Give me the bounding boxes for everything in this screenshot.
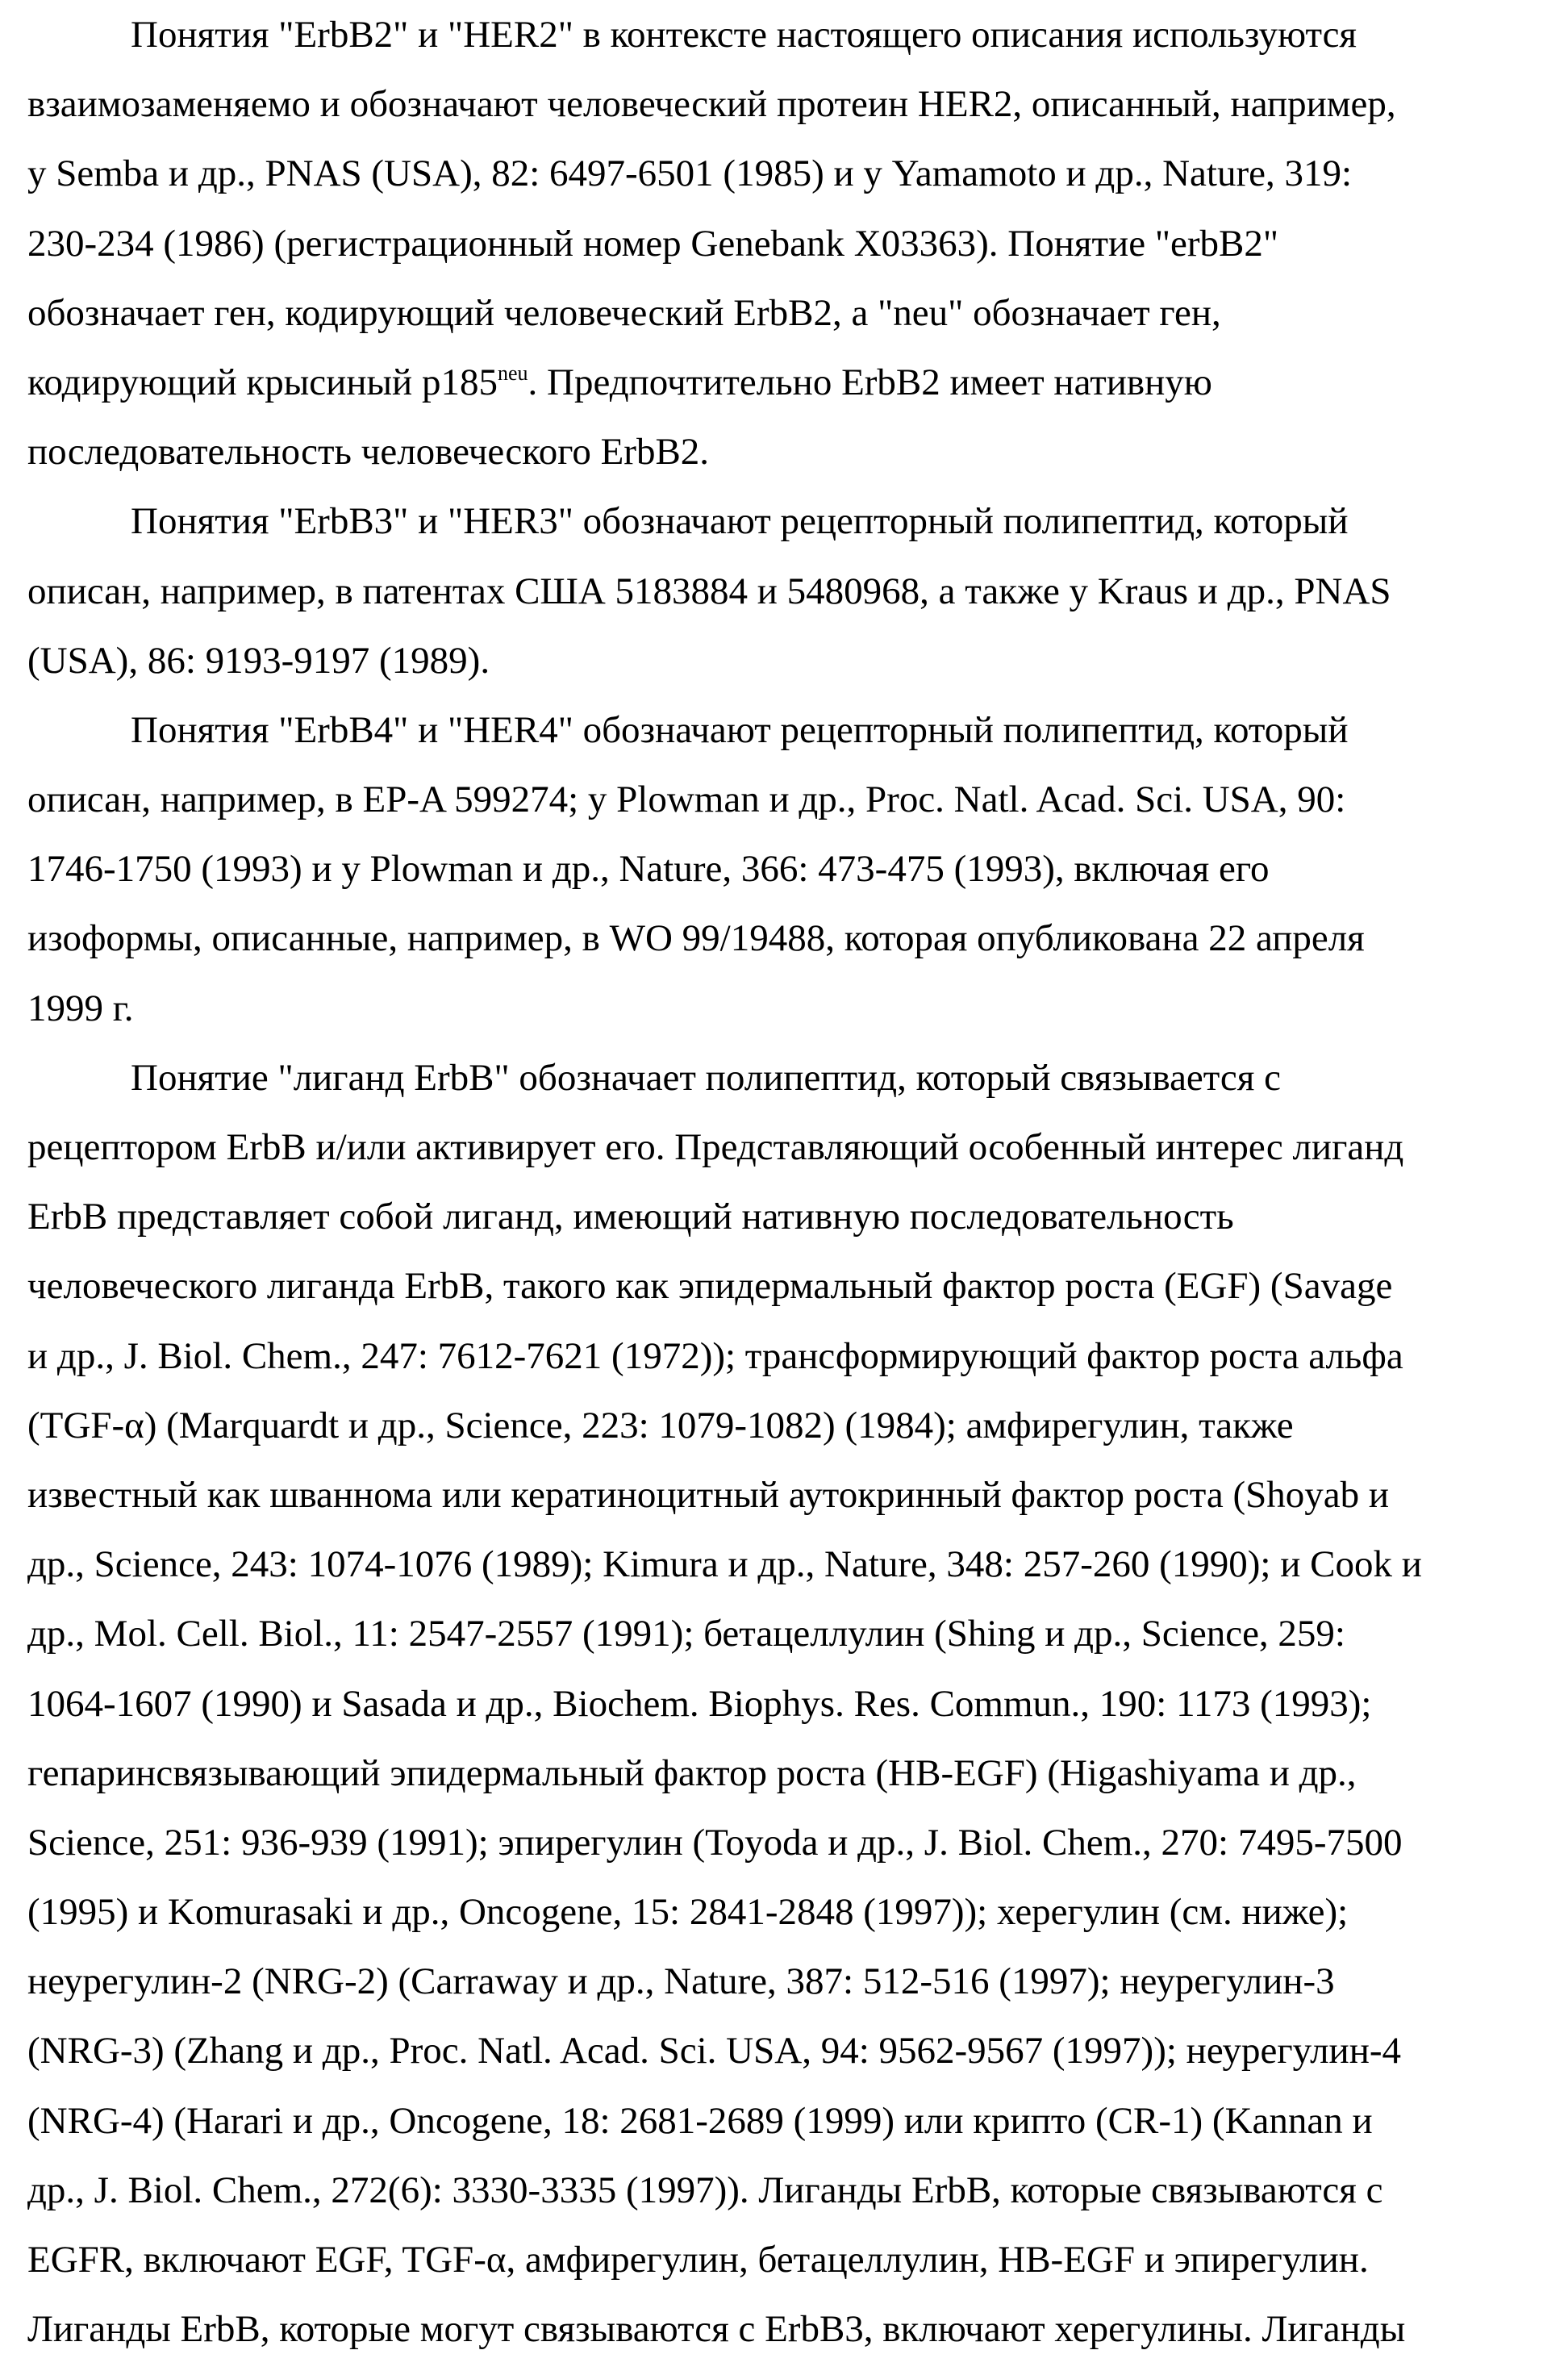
text-line: Понятия "ErbB4" и "HER4" обозначают рецепторный полипептид, который: [27, 695, 1552, 765]
text-line: 1999 г.: [27, 974, 1552, 1043]
text-line: рецептором ErbB и/или активирует его. Представляющий особенный интерес лиганд: [27, 1112, 1552, 1182]
text-line: (1995) и Komurasaki и др., Oncogene, 15: 2841-2848 (1997)); херегулин (см. ниже);: [27, 1877, 1552, 1947]
text-line: известный как шваннома или кератиноцитный аутокринный фактор роста (Shoyab и: [27, 1460, 1552, 1530]
text-line: обозначает ген, кодирующий человеческий ErbB2, а "neu" обозначает ген,: [27, 278, 1552, 348]
text-line: 1746-1750 (1993) и у Plowman и др., Nature, 366: 473-475 (1993), включая его: [27, 834, 1552, 904]
text-line: (USA), 86: 9193-9197 (1989).: [27, 626, 1552, 695]
text-line: описан, например, в EP-A 599274; у Plowman и др., Proc. Natl. Acad. Sci. USA, 90:: [27, 765, 1552, 834]
text-line: Понятия "ErbB2" и "HER2" в контексте настоящего описания используются: [27, 0, 1552, 69]
text-line: взаимозаменяемо и обозначают человеческий протеин HER2, описанный, например,: [27, 69, 1552, 139]
text-line: 1064-1607 (1990) и Sasada и др., Biochem. Biophys. Res. Commun., 190: 1173 (1993);: [27, 1669, 1552, 1739]
text-line: и др., J. Biol. Chem., 247: 7612-7621 (1972)); трансформирующий фактор роста альфа: [27, 1321, 1552, 1391]
text-span: . Предпочтительно ErbB2 имеет нативную: [528, 361, 1212, 403]
text-line: изоформы, описанные, например, в WO 99/19488, которая опубликована 22 апреля: [27, 904, 1552, 973]
text-line: др., Science, 243: 1074-1076 (1989); Kimura и др., Nature, 348: 257-260 (1990); и Cook и: [27, 1530, 1552, 1599]
text-line: др., Mol. Cell. Biol., 11: 2547-2557 (1991); бетацеллулин (Shing и др., Science, 259:: [27, 1599, 1552, 1668]
text-line: 230-234 (1986) (регистрационный номер Genebank X03363). Понятие "erbB2": [27, 209, 1552, 278]
text-line: Понятие "лиганд ErbB" обозначает полипептид, который связывается с: [27, 1043, 1552, 1112]
text-line: у Semba и др., PNAS (USA), 82: 6497-6501 (1985) и у Yamamoto и др., Nature, 319:: [27, 139, 1552, 208]
text-line: др., J. Biol. Chem., 272(6): 3330-3335 (1997)). Лиганды ErbB, которые связываются с: [27, 2156, 1552, 2225]
text-line: Понятия "ErbB3" и "HER3" обозначают рецепторный полипептид, который: [27, 486, 1552, 556]
paragraph: [27, 1043, 1552, 2365]
text-line: человеческого лиганда ErbB, такого как эпидермальный фактор роста (EGF) (Savage: [27, 1251, 1552, 1321]
text-line: (NRG-4) (Harari и др., Oncogene, 18: 2681-2689 (1999) или крипто (CR-1) (Kannan и: [27, 2086, 1552, 2156]
text-span: кодирующий крысиный p185: [27, 361, 498, 403]
superscript: neu: [498, 361, 528, 385]
document-body: [27, 0, 1552, 2364]
text-line: (NRG-3) (Zhang и др., Proc. Natl. Acad. Sci. USA, 94: 9562-9567 (1997)); неурегулин-4: [27, 2016, 1552, 2085]
text-line: (TGF-α) (Marquardt и др., Science, 223: 1079-1082) (1984); амфирегулин, также: [27, 1391, 1552, 1460]
paragraph: [27, 486, 1552, 695]
text-line: гепаринсвязывающий эпидермальный фактор роста (HB-EGF) (Higashiyama и др.,: [27, 1739, 1552, 1808]
text-line: EGFR, включают EGF, TGF-α, амфирегулин, бетацеллулин, HB-EGF и эпирегулин.: [27, 2225, 1552, 2294]
paragraph: [27, 695, 1552, 1043]
text-line: Лиганды ErbB, которые могут связываются с ErbB3, включают херегулины. Лиганды: [27, 2294, 1552, 2364]
text-line: [27, 348, 1552, 417]
text-line: ErbB представляет собой лиганд, имеющий нативную последовательность: [27, 1182, 1552, 1251]
text-line: неурегулин-2 (NRG-2) (Carraway и др., Nature, 387: 512-516 (1997); неурегулин-3: [27, 1947, 1552, 2016]
text-line: последовательность человеческого ErbB2.: [27, 417, 1552, 486]
text-line: описан, например, в патентах США 5183884 и 5480968, а также у Kraus и др., PNAS: [27, 557, 1552, 626]
text-line: Science, 251: 936-939 (1991); эпирегулин (Toyoda и др., J. Biol. Chem., 270: 7495-7500: [27, 1808, 1552, 1877]
paragraph: [27, 0, 1552, 486]
